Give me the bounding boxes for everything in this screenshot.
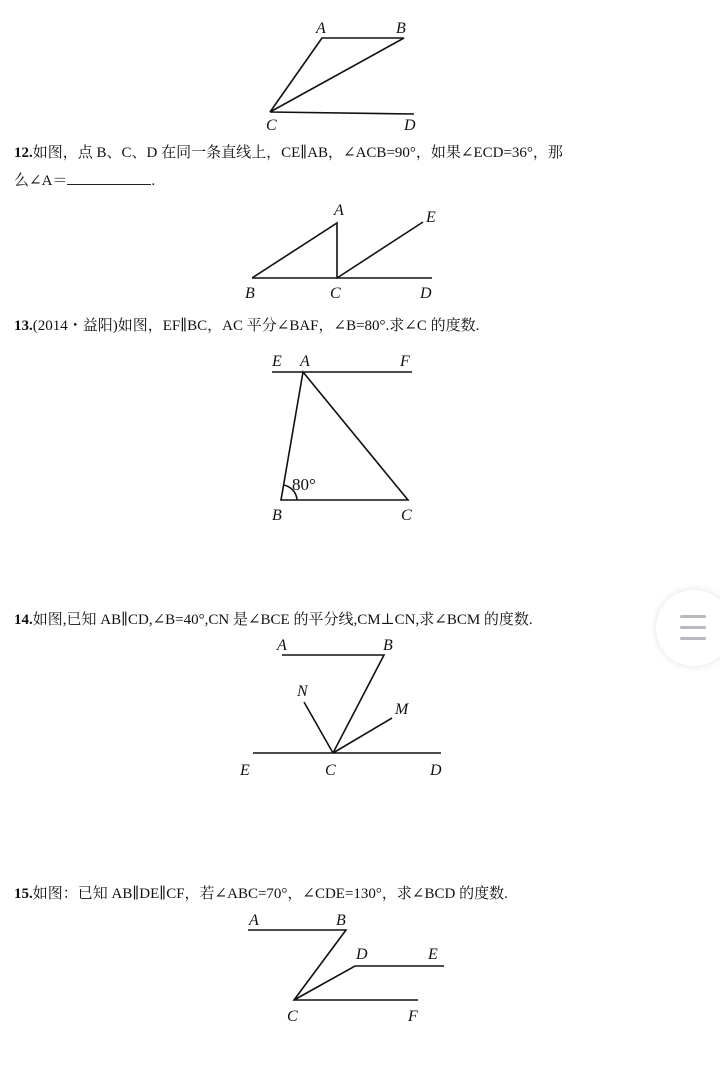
figure-11 xyxy=(266,20,416,134)
label-d: D xyxy=(356,946,368,963)
figure-13 xyxy=(271,353,412,524)
label-a: A xyxy=(249,912,259,929)
question-text-end: . xyxy=(151,173,156,189)
label-a: A xyxy=(277,637,287,654)
label-f: F xyxy=(400,353,410,370)
label-m: M xyxy=(395,701,409,718)
label-e: E xyxy=(272,353,282,370)
label-d: D xyxy=(430,762,442,779)
question-12 xyxy=(14,139,563,195)
angle-label: 80° xyxy=(292,475,316,494)
question-text: 如图,已知 AB∥CD,∠B=40°,CN 是∠BCE 的平分线,CM⊥CN,求∠BCM 的度数. xyxy=(32,612,533,628)
label-e: E xyxy=(428,946,438,963)
label-c: C xyxy=(330,285,341,302)
question-text: 如图：已知 AB∥DE∥CF，若∠ABC=70°，∠CDE=130°，求∠BCD 的度数. xyxy=(32,886,508,902)
label-b: B xyxy=(245,285,255,302)
label-b: B xyxy=(383,637,393,654)
question-15 xyxy=(14,880,508,908)
label-a: A xyxy=(334,202,344,219)
question-14 xyxy=(14,606,533,634)
label-a: A xyxy=(316,20,326,37)
figure-12 xyxy=(245,202,436,302)
label-f: F xyxy=(408,1008,418,1025)
label-a: A xyxy=(300,353,310,370)
question-text-2: 么∠A＝ xyxy=(14,173,68,189)
label-b: B xyxy=(336,912,346,929)
question-number: 12. xyxy=(14,145,33,161)
label-d: D xyxy=(420,285,432,302)
answer-blank xyxy=(67,170,151,185)
figure-14 xyxy=(239,637,442,779)
question-text: 如图，点 B、C、D 在同一条直线上，CE∥AB，∠ACB=90°，如果∠ECD=36°，那 xyxy=(32,145,563,161)
label-b: B xyxy=(272,507,282,524)
question-number: 15. xyxy=(14,886,33,902)
question-number: 13. xyxy=(14,318,33,334)
question-13 xyxy=(14,312,479,340)
question-number: 14. xyxy=(14,612,33,628)
label-e: E xyxy=(240,762,250,779)
label-e: E xyxy=(426,209,436,226)
label-c: C xyxy=(401,507,412,524)
label-n: N xyxy=(297,683,308,700)
figure-15 xyxy=(248,912,444,1025)
label-d: D xyxy=(404,117,416,134)
label-b: B xyxy=(396,20,406,37)
label-c: C xyxy=(325,762,336,779)
label-c: C xyxy=(287,1008,298,1025)
question-text: (2014・益阳)如图，EF∥BC，AC 平分∠BAF，∠B=80°.求∠C 的度数. xyxy=(32,318,480,334)
label-c: C xyxy=(266,117,277,134)
